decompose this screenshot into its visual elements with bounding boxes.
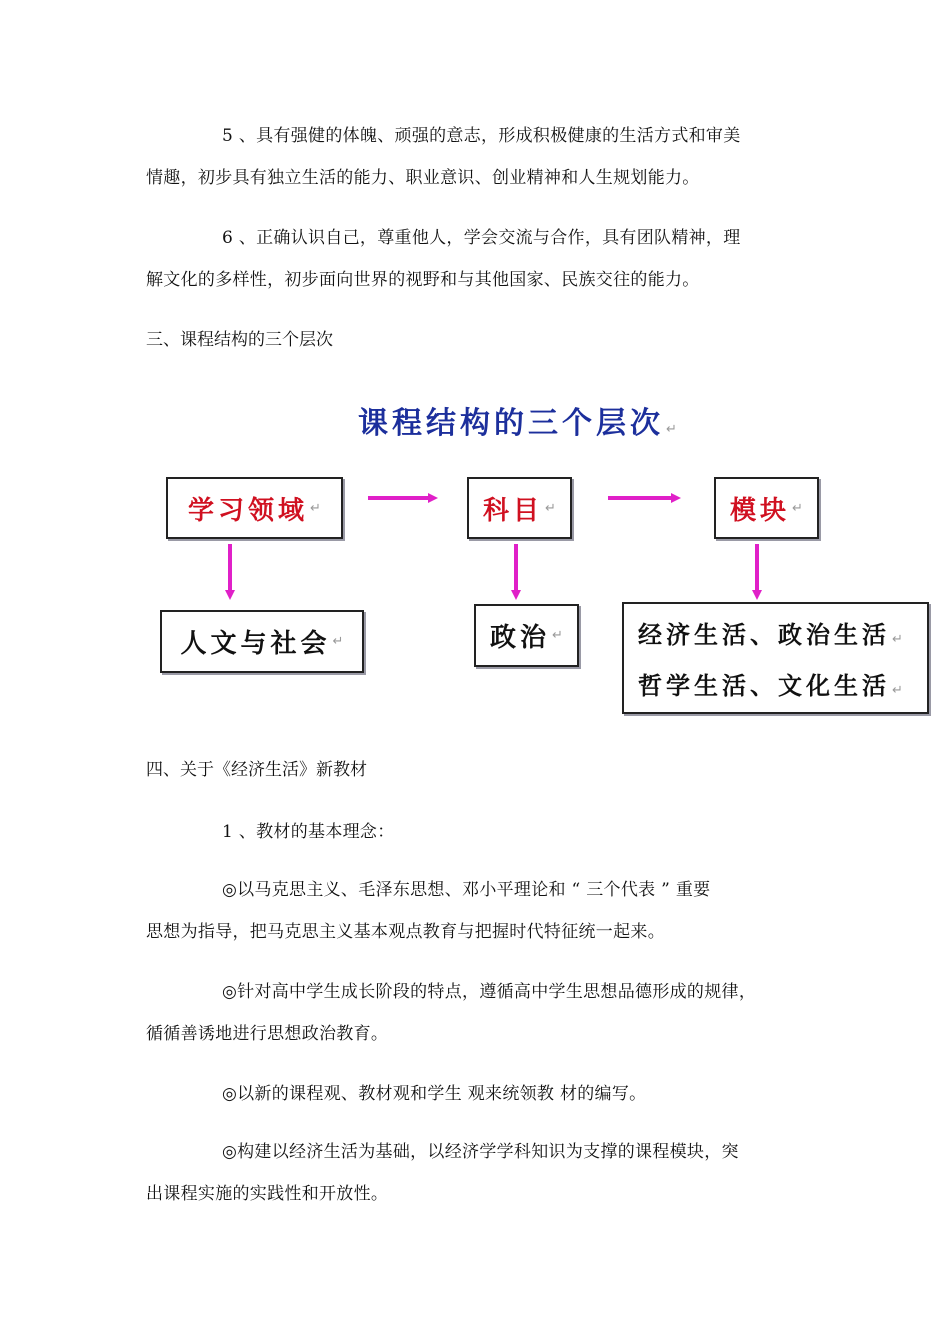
diagram-title: 课程结构的三个层次 ↵ — [358, 406, 677, 441]
box-learning-domain: 学习领域 ↵ — [166, 477, 343, 539]
module-list-line-2: 哲学生活、文化生活 ↵ — [638, 672, 903, 700]
section-3-heading: 三、课程结构的三个层次 — [146, 330, 333, 350]
paragraph-5-line-2: 情趣，初步具有独立生活的能力、职业意识、创业精神和人生规划能力。 — [146, 168, 700, 188]
paragraph-6-line-1: 6 、正确认识自己，尊重他人，学会交流与合作，具有团队精神，理 — [222, 228, 741, 248]
section-4-heading: 四、关于《经济生活》新教材 — [146, 760, 367, 780]
box-humanities-society: 人文与社会 ↵ — [160, 610, 364, 673]
paragraph-5-line-1: 5 、具有强健的体魄、顽强的意志，形成积极健康的生活方式和审美 — [222, 126, 741, 146]
bullet-4-line-2: 出课程实施的实践性和开放性。 — [146, 1184, 389, 1204]
box-module-list — [622, 602, 929, 714]
bullet-1-line-2: 思想为指导，把马克思主义基本观点教育与把握时代特征统一起来。 — [146, 922, 665, 942]
item-1-title: 1 、教材的基本理念： — [222, 822, 395, 842]
bullet-3: ◎以新的课程观、教材观和学生 观来统领教 材的编写。 — [222, 1084, 647, 1104]
bullet-2-line-1: ◎针对高中学生成长阶段的特点，遵循高中学生思想品德形成的规律， — [222, 982, 757, 1002]
box-subject: 科目 ↵ — [467, 477, 572, 539]
box-politics: 政治 ↵ — [474, 604, 579, 667]
bullet-4-line-1: ◎构建以经济生活为基础，以经济学学科知识为支撑的课程模块，突 — [222, 1142, 739, 1162]
bullet-2-line-2: 循循善诱地进行思想政治教育。 — [146, 1024, 389, 1044]
module-list-line-1: 经济生活、政治生活 ↵ — [638, 621, 903, 649]
paragraph-6-line-2: 解文化的多样性，初步面向世界的视野和与其他国家、民族交往的能力。 — [146, 270, 700, 290]
bullet-1-line-1: ◎以马克思主义、毛泽东思想、邓小平理论和 “ 三个代表 ” 重要 — [222, 880, 711, 900]
box-module: 模块 ↵ — [714, 477, 819, 539]
course-structure-diagram — [0, 380, 950, 730]
